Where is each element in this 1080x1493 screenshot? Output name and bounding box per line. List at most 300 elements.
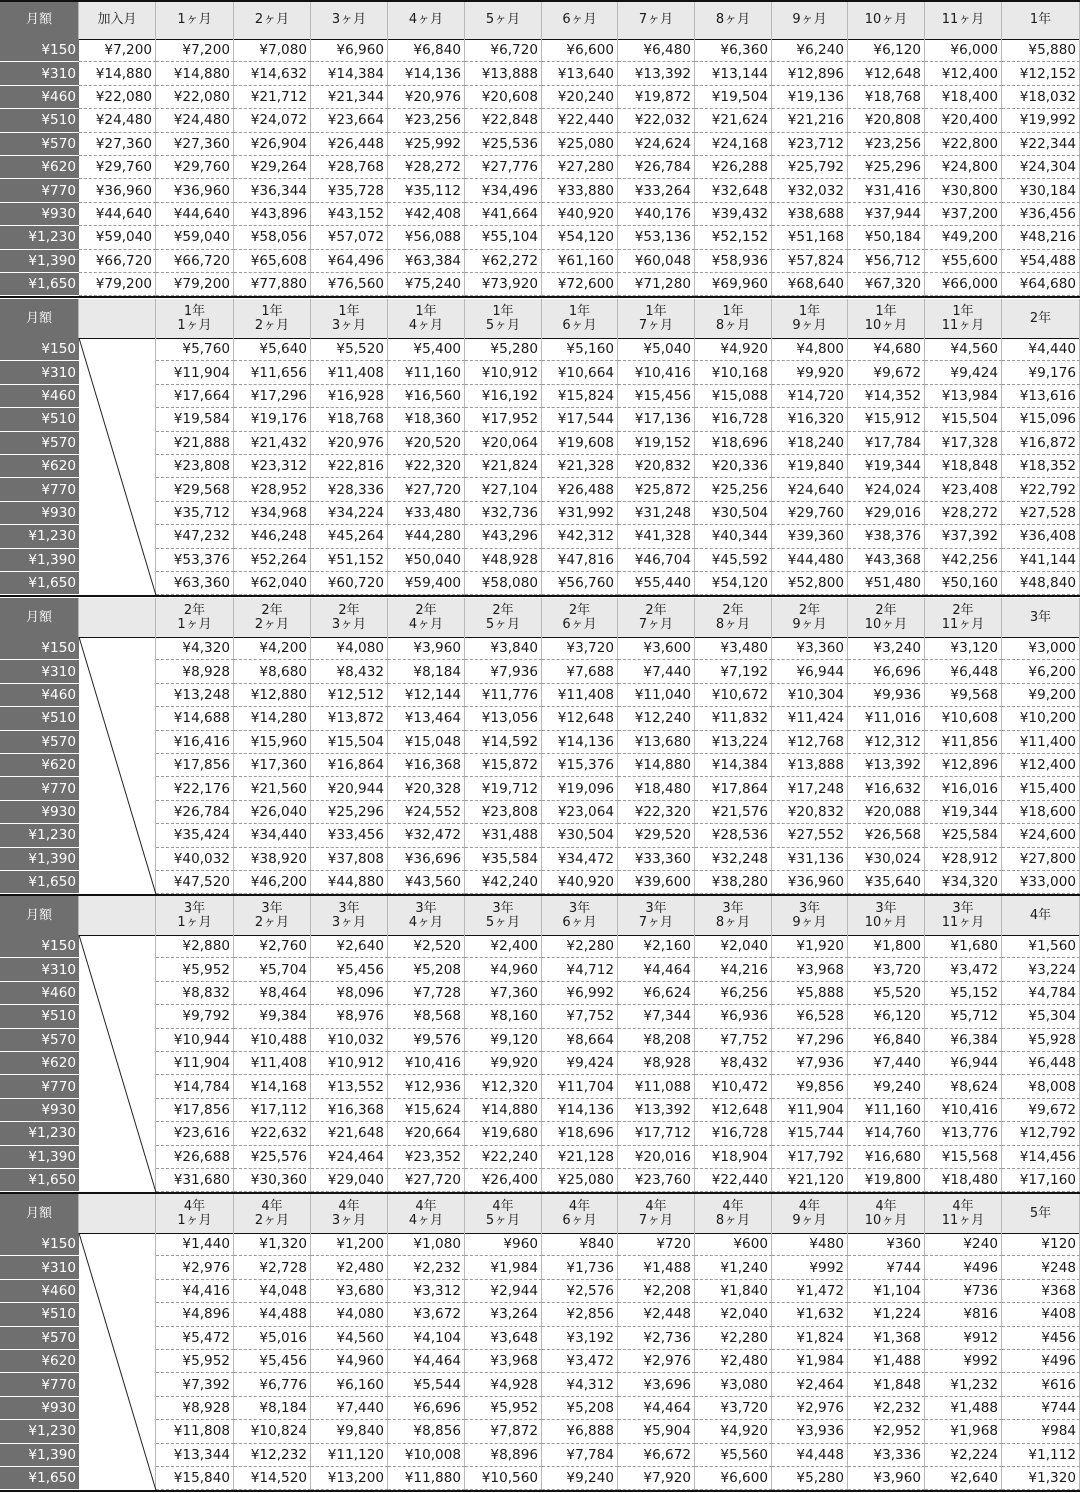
price-cell: ¥44,280 bbox=[388, 525, 465, 548]
price-cell: ¥16,560 bbox=[388, 385, 465, 408]
table-row bbox=[0, 1075, 1080, 1098]
price-cell: ¥43,152 bbox=[311, 203, 388, 226]
column-header-line: 2年 bbox=[875, 602, 897, 618]
price-cell: ¥71,280 bbox=[618, 273, 695, 296]
column-header-line: 4年 bbox=[1029, 907, 1052, 923]
price-cell: ¥41,328 bbox=[618, 525, 695, 548]
price-cell: ¥19,344 bbox=[848, 455, 925, 478]
price-cell: ¥6,944 bbox=[772, 660, 848, 683]
price-cell: ¥25,080 bbox=[542, 133, 618, 156]
table-row bbox=[0, 273, 1080, 296]
row-label: ¥510 bbox=[0, 1005, 79, 1028]
price-cell: ¥11,776 bbox=[465, 684, 542, 707]
table-row bbox=[0, 777, 1080, 800]
price-cell: ¥17,856 bbox=[156, 1099, 234, 1122]
price-cell: ¥5,160 bbox=[542, 338, 618, 361]
row-label: ¥930 bbox=[0, 1397, 79, 1420]
table-row bbox=[0, 62, 1080, 85]
column-header bbox=[695, 896, 772, 935]
price-cell: ¥16,864 bbox=[311, 754, 388, 777]
price-cell: ¥11,904 bbox=[156, 361, 234, 384]
table-row bbox=[0, 801, 1080, 824]
column-header-line: 2年 bbox=[568, 602, 591, 618]
column-header-line: 3年 bbox=[952, 900, 974, 916]
row-label: ¥310 bbox=[0, 1256, 79, 1279]
price-cell: ¥37,392 bbox=[925, 525, 1002, 548]
price-cell: ¥29,760 bbox=[772, 502, 848, 525]
price-cell: ¥8,624 bbox=[925, 1075, 1002, 1098]
price-cell: ¥9,936 bbox=[848, 684, 925, 707]
row-label: ¥1,390 bbox=[0, 1146, 79, 1169]
price-cell: ¥24,480 bbox=[156, 109, 234, 132]
price-cell: ¥18,600 bbox=[1002, 801, 1080, 824]
table-top-border bbox=[0, 0, 1080, 2]
price-cell: ¥9,424 bbox=[925, 361, 1002, 384]
table-row bbox=[0, 871, 1080, 894]
table-row bbox=[0, 754, 1080, 777]
price-cell: ¥4,312 bbox=[542, 1373, 618, 1396]
price-cell: ¥15,376 bbox=[542, 754, 618, 777]
price-cell: ¥11,120 bbox=[311, 1444, 388, 1467]
column-header-line: 5ヶ月 bbox=[485, 914, 521, 930]
price-cell: ¥6,720 bbox=[465, 39, 542, 62]
price-cell: ¥54,488 bbox=[1002, 250, 1080, 273]
price-cell: ¥21,712 bbox=[234, 86, 311, 109]
price-cell: ¥11,160 bbox=[388, 361, 465, 384]
price-cell: ¥32,032 bbox=[772, 179, 848, 202]
price-cell: ¥20,832 bbox=[772, 801, 848, 824]
price-cell: ¥43,560 bbox=[388, 871, 465, 894]
price-cell: ¥3,480 bbox=[695, 637, 772, 660]
price-cell: ¥14,760 bbox=[848, 1122, 925, 1145]
price-cell: ¥4,416 bbox=[156, 1280, 234, 1303]
price-cell: ¥4,464 bbox=[618, 1397, 695, 1420]
price-cell: ¥12,400 bbox=[1002, 754, 1080, 777]
price-cell: ¥5,760 bbox=[156, 338, 234, 361]
column-header bbox=[848, 598, 925, 637]
price-cell: ¥13,888 bbox=[772, 754, 848, 777]
price-cell: ¥45,592 bbox=[695, 549, 772, 572]
price-cell: ¥40,920 bbox=[542, 871, 618, 894]
price-cell: ¥20,088 bbox=[848, 801, 925, 824]
column-header bbox=[848, 299, 925, 338]
table-row bbox=[0, 361, 1080, 384]
price-cell: ¥7,360 bbox=[465, 982, 542, 1005]
price-cell: ¥26,688 bbox=[156, 1146, 234, 1169]
price-cell: ¥8,184 bbox=[388, 660, 465, 683]
column-header bbox=[156, 896, 234, 935]
table-row bbox=[0, 432, 1080, 455]
price-cell: ¥10,008 bbox=[388, 1444, 465, 1467]
price-cell: ¥4,960 bbox=[465, 958, 542, 981]
column-header-line: 1年 bbox=[798, 303, 821, 319]
price-cell: ¥6,696 bbox=[848, 660, 925, 683]
price-cell: ¥24,168 bbox=[695, 133, 772, 156]
price-cell: ¥368 bbox=[1002, 1280, 1080, 1303]
table-row bbox=[0, 1029, 1080, 1052]
price-cell: ¥3,968 bbox=[772, 958, 848, 981]
price-cell: ¥816 bbox=[925, 1303, 1002, 1326]
price-cell: ¥4,104 bbox=[388, 1327, 465, 1350]
column-header bbox=[79, 1194, 156, 1233]
price-cell: ¥3,224 bbox=[1002, 958, 1080, 981]
price-cell: ¥18,360 bbox=[388, 408, 465, 431]
price-cell: ¥6,528 bbox=[772, 1005, 848, 1028]
row-label: ¥770 bbox=[0, 1373, 79, 1396]
price-cell: ¥10,472 bbox=[695, 1075, 772, 1098]
column-header-line: 9ヶ月 bbox=[792, 914, 827, 930]
column-header-line: 4年 bbox=[261, 1198, 283, 1214]
price-cell: ¥14,136 bbox=[542, 731, 618, 754]
column-header bbox=[79, 0, 156, 39]
price-cell: ¥7,784 bbox=[542, 1444, 618, 1467]
column-header bbox=[234, 896, 311, 935]
price-cell: ¥6,888 bbox=[542, 1420, 618, 1443]
price-cell: ¥55,440 bbox=[618, 572, 695, 595]
price-cell: ¥36,696 bbox=[388, 848, 465, 871]
table-row bbox=[0, 525, 1080, 548]
price-cell: ¥10,944 bbox=[156, 1029, 234, 1052]
price-cell: ¥27,552 bbox=[772, 824, 848, 847]
price-cell: ¥4,080 bbox=[311, 1303, 388, 1326]
price-cell: ¥30,024 bbox=[848, 848, 925, 871]
row-label: ¥770 bbox=[0, 777, 79, 800]
column-header-line: 7ヶ月 bbox=[638, 1212, 674, 1228]
column-header-line: 3年 bbox=[1029, 609, 1052, 625]
price-cell: ¥16,928 bbox=[311, 385, 388, 408]
column-header bbox=[925, 896, 1002, 935]
price-cell: ¥17,792 bbox=[772, 1146, 848, 1169]
price-cell: ¥33,456 bbox=[311, 824, 388, 847]
row-label: ¥150 bbox=[0, 39, 79, 62]
price-cell: ¥64,496 bbox=[311, 250, 388, 273]
column-header bbox=[465, 1194, 542, 1233]
price-cell: ¥1,824 bbox=[772, 1327, 848, 1350]
column-header bbox=[311, 896, 388, 935]
price-cell: ¥8,896 bbox=[465, 1444, 542, 1467]
price-cell: ¥5,280 bbox=[465, 338, 542, 361]
price-cell: ¥60,048 bbox=[618, 250, 695, 273]
price-cell: ¥20,064 bbox=[465, 432, 542, 455]
price-cell: ¥12,400 bbox=[925, 62, 1002, 85]
price-cell: ¥24,024 bbox=[848, 478, 925, 501]
table-row bbox=[0, 39, 1080, 62]
price-cell: ¥28,952 bbox=[234, 478, 311, 501]
price-cell: ¥7,872 bbox=[465, 1420, 542, 1443]
price-cell: ¥8,432 bbox=[695, 1052, 772, 1075]
price-cell: ¥26,040 bbox=[234, 801, 311, 824]
price-cell: ¥840 bbox=[542, 1233, 618, 1256]
price-cell: ¥6,992 bbox=[542, 982, 618, 1005]
price-cell: ¥29,264 bbox=[234, 156, 311, 179]
price-cell: ¥3,240 bbox=[848, 637, 925, 660]
price-cell: ¥40,176 bbox=[618, 203, 695, 226]
price-cell: ¥4,800 bbox=[772, 338, 848, 361]
price-cell: ¥11,408 bbox=[234, 1052, 311, 1075]
price-cell: ¥20,808 bbox=[848, 109, 925, 132]
column-header bbox=[695, 598, 772, 637]
price-cell: ¥24,800 bbox=[925, 156, 1002, 179]
price-cell: ¥7,392 bbox=[156, 1373, 234, 1396]
row-label: ¥1,390 bbox=[0, 549, 79, 572]
price-cell: ¥60,720 bbox=[311, 572, 388, 595]
price-cell: ¥1,800 bbox=[848, 935, 925, 958]
price-cell: ¥34,440 bbox=[234, 824, 311, 847]
price-cell: ¥22,032 bbox=[618, 109, 695, 132]
table-row bbox=[0, 935, 1080, 958]
price-cell: ¥3,720 bbox=[542, 637, 618, 660]
price-cell: ¥6,120 bbox=[848, 1005, 925, 1028]
price-cell: ¥12,768 bbox=[772, 731, 848, 754]
price-cell: ¥34,472 bbox=[542, 848, 618, 871]
price-cell: ¥7,936 bbox=[772, 1052, 848, 1075]
price-cell: ¥27,528 bbox=[1002, 502, 1080, 525]
price-cell: ¥7,344 bbox=[618, 1005, 695, 1028]
price-cell: ¥4,680 bbox=[848, 338, 925, 361]
price-cell: ¥6,240 bbox=[772, 39, 848, 62]
price-cell: ¥25,872 bbox=[618, 478, 695, 501]
column-header-line: 5ヶ月 bbox=[485, 616, 521, 632]
price-cell: ¥36,960 bbox=[156, 179, 234, 202]
column-header bbox=[848, 896, 925, 935]
price-cell: ¥38,920 bbox=[234, 848, 311, 871]
price-cell: ¥11,808 bbox=[156, 1420, 234, 1443]
price-cell: ¥10,304 bbox=[772, 684, 848, 707]
column-header-line: 9ヶ月 bbox=[792, 11, 827, 27]
price-cell: ¥40,032 bbox=[156, 848, 234, 871]
row-label: ¥1,650 bbox=[0, 273, 79, 296]
row-label: ¥1,230 bbox=[0, 226, 79, 249]
price-cell: ¥55,104 bbox=[465, 226, 542, 249]
price-cell: ¥18,480 bbox=[925, 1169, 1002, 1192]
price-cell: ¥35,728 bbox=[311, 179, 388, 202]
price-cell: ¥11,656 bbox=[234, 361, 311, 384]
price-cell: ¥52,800 bbox=[772, 572, 848, 595]
price-cell: ¥18,240 bbox=[772, 432, 848, 455]
price-cell: ¥3,968 bbox=[465, 1350, 542, 1373]
diagonal-line bbox=[79, 338, 156, 595]
price-cell: ¥2,400 bbox=[465, 935, 542, 958]
price-cell: ¥6,480 bbox=[618, 39, 695, 62]
price-cell: ¥11,424 bbox=[772, 707, 848, 730]
price-cell: ¥6,624 bbox=[618, 982, 695, 1005]
price-cell: ¥9,840 bbox=[311, 1420, 388, 1443]
column-header bbox=[156, 299, 234, 338]
price-cell: ¥7,752 bbox=[695, 1029, 772, 1052]
price-cell: ¥4,320 bbox=[156, 637, 234, 660]
price-cell: ¥16,368 bbox=[388, 754, 465, 777]
price-cell: ¥23,712 bbox=[772, 133, 848, 156]
column-header-line: 3ヶ月 bbox=[331, 317, 367, 333]
price-cell: ¥17,856 bbox=[156, 754, 234, 777]
price-cell: ¥30,800 bbox=[925, 179, 1002, 202]
column-header bbox=[618, 299, 695, 338]
price-cell: ¥27,360 bbox=[79, 133, 156, 156]
table-row bbox=[0, 133, 1080, 156]
price-cell: ¥11,704 bbox=[542, 1075, 618, 1098]
row-label: ¥1,650 bbox=[0, 572, 79, 595]
price-cell: ¥13,392 bbox=[848, 754, 925, 777]
price-cell: ¥736 bbox=[925, 1280, 1002, 1303]
row-label: ¥1,650 bbox=[0, 1467, 79, 1490]
price-cell: ¥15,624 bbox=[388, 1099, 465, 1122]
price-cell: ¥15,840 bbox=[156, 1467, 234, 1490]
price-cell: ¥7,296 bbox=[772, 1029, 848, 1052]
price-cell: ¥44,640 bbox=[156, 203, 234, 226]
price-cell: ¥7,936 bbox=[465, 660, 542, 683]
column-header bbox=[1002, 0, 1080, 39]
price-cell: ¥29,520 bbox=[618, 824, 695, 847]
price-cell: ¥12,896 bbox=[925, 754, 1002, 777]
column-header bbox=[695, 0, 772, 39]
price-cell: ¥6,448 bbox=[925, 660, 1002, 683]
column-header-line: 10ヶ月 bbox=[864, 914, 908, 930]
price-cell: ¥14,280 bbox=[234, 707, 311, 730]
table-row bbox=[0, 156, 1080, 179]
price-cell: ¥1,736 bbox=[542, 1256, 618, 1279]
price-cell: ¥22,080 bbox=[156, 86, 234, 109]
price-cell: ¥10,416 bbox=[388, 1052, 465, 1075]
column-header bbox=[542, 299, 618, 338]
price-cell: ¥27,720 bbox=[388, 478, 465, 501]
price-cell: ¥19,152 bbox=[618, 432, 695, 455]
column-header-line: 3年 bbox=[338, 900, 360, 916]
price-cell: ¥17,160 bbox=[1002, 1169, 1080, 1192]
column-header-line: 4年 bbox=[722, 1198, 744, 1214]
price-cell: ¥14,136 bbox=[542, 1099, 618, 1122]
price-cell: ¥4,784 bbox=[1002, 982, 1080, 1005]
price-cell: ¥26,568 bbox=[848, 824, 925, 847]
price-cell: ¥48,216 bbox=[1002, 226, 1080, 249]
column-header-line: 1年 bbox=[183, 303, 206, 319]
column-header-line: 4ヶ月 bbox=[408, 1212, 444, 1228]
price-cell: ¥13,392 bbox=[618, 62, 695, 85]
column-header-line: 3年 bbox=[645, 900, 667, 916]
header-row bbox=[0, 299, 1080, 339]
price-cell: ¥9,792 bbox=[156, 1005, 234, 1028]
price-cell: ¥32,648 bbox=[695, 179, 772, 202]
price-cell: ¥17,112 bbox=[234, 1099, 311, 1122]
price-cell: ¥52,152 bbox=[695, 226, 772, 249]
price-cell: ¥5,016 bbox=[234, 1327, 311, 1350]
price-cell: ¥26,400 bbox=[465, 1169, 542, 1192]
price-cell: ¥9,672 bbox=[1002, 1099, 1080, 1122]
price-cell: ¥6,840 bbox=[388, 39, 465, 62]
column-header-line: 10ヶ月 bbox=[864, 317, 908, 333]
price-cell: ¥4,464 bbox=[388, 1350, 465, 1373]
price-cell: ¥52,264 bbox=[234, 549, 311, 572]
price-cell: ¥11,016 bbox=[848, 707, 925, 730]
price-cell: ¥6,600 bbox=[542, 39, 618, 62]
price-cell: ¥36,960 bbox=[772, 871, 848, 894]
price-cell: ¥8,096 bbox=[311, 982, 388, 1005]
header-row bbox=[0, 896, 1080, 936]
column-header-line: 2年 bbox=[798, 602, 821, 618]
price-cell: ¥2,736 bbox=[618, 1327, 695, 1350]
price-cell: ¥16,680 bbox=[848, 1146, 925, 1169]
price-cell: ¥37,944 bbox=[848, 203, 925, 226]
column-header-line: 6ヶ月 bbox=[562, 616, 597, 632]
price-cell: ¥9,240 bbox=[848, 1075, 925, 1098]
price-cell: ¥16,192 bbox=[465, 385, 542, 408]
row-label: ¥150 bbox=[0, 637, 79, 660]
row-label: ¥1,390 bbox=[0, 1444, 79, 1467]
price-cell: ¥59,400 bbox=[388, 572, 465, 595]
price-cell: ¥25,256 bbox=[695, 478, 772, 501]
price-cell: ¥2,976 bbox=[772, 1397, 848, 1420]
price-cell: ¥30,184 bbox=[1002, 179, 1080, 202]
price-cell: ¥30,504 bbox=[695, 502, 772, 525]
price-cell: ¥21,576 bbox=[695, 801, 772, 824]
column-header-line: 2ヶ月 bbox=[254, 11, 290, 27]
price-cell: ¥21,328 bbox=[542, 455, 618, 478]
row-label: ¥570 bbox=[0, 133, 79, 156]
column-header bbox=[311, 0, 388, 39]
row-label: ¥460 bbox=[0, 982, 79, 1005]
price-cell: ¥1,632 bbox=[772, 1303, 848, 1326]
column-header bbox=[618, 1194, 695, 1233]
price-cell: ¥6,120 bbox=[848, 39, 925, 62]
price-cell: ¥46,200 bbox=[234, 871, 311, 894]
price-cell: ¥26,448 bbox=[311, 133, 388, 156]
price-cell: ¥21,888 bbox=[156, 432, 234, 455]
price-cell: ¥15,504 bbox=[925, 408, 1002, 431]
column-header-line: 1年 bbox=[338, 303, 360, 319]
price-cell: ¥8,928 bbox=[156, 660, 234, 683]
price-cell: ¥6,936 bbox=[695, 1005, 772, 1028]
row-label: ¥570 bbox=[0, 432, 79, 455]
price-cell: ¥28,536 bbox=[695, 824, 772, 847]
price-cell: ¥10,560 bbox=[465, 1467, 542, 1490]
price-cell: ¥22,800 bbox=[925, 133, 1002, 156]
price-cell: ¥15,504 bbox=[311, 731, 388, 754]
column-header-line: 6ヶ月 bbox=[562, 1212, 597, 1228]
table-row bbox=[0, 1303, 1080, 1326]
price-cell: ¥11,856 bbox=[925, 731, 1002, 754]
price-cell: ¥496 bbox=[925, 1256, 1002, 1279]
column-header-line: 7ヶ月 bbox=[638, 11, 674, 27]
table-row bbox=[0, 848, 1080, 871]
column-header bbox=[695, 1194, 772, 1233]
column-header bbox=[79, 598, 156, 637]
price-cell: ¥18,032 bbox=[1002, 86, 1080, 109]
row-label: ¥150 bbox=[0, 935, 79, 958]
price-cell: ¥32,248 bbox=[695, 848, 772, 871]
column-header bbox=[156, 598, 234, 637]
row-label: ¥1,390 bbox=[0, 250, 79, 273]
price-cell: ¥68,640 bbox=[772, 273, 848, 296]
price-cell: ¥7,200 bbox=[79, 39, 156, 62]
price-cell: ¥58,056 bbox=[234, 226, 311, 249]
table-row bbox=[0, 86, 1080, 109]
price-cell: ¥31,416 bbox=[848, 179, 925, 202]
price-cell: ¥34,320 bbox=[925, 871, 1002, 894]
price-cell: ¥18,480 bbox=[618, 777, 695, 800]
column-header-line: 1ヶ月 bbox=[177, 914, 212, 930]
price-cell: ¥25,992 bbox=[388, 133, 465, 156]
row-label: ¥460 bbox=[0, 684, 79, 707]
row-label: ¥510 bbox=[0, 707, 79, 730]
price-cell: ¥24,552 bbox=[388, 801, 465, 824]
price-cell: ¥11,400 bbox=[1002, 731, 1080, 754]
column-header-line: 4年 bbox=[645, 1198, 667, 1214]
price-cell: ¥46,704 bbox=[618, 549, 695, 572]
price-cell: ¥19,800 bbox=[848, 1169, 925, 1192]
price-cell: ¥54,120 bbox=[695, 572, 772, 595]
price-cell: ¥12,240 bbox=[618, 707, 695, 730]
row-label: ¥310 bbox=[0, 660, 79, 683]
price-cell: ¥24,072 bbox=[234, 109, 311, 132]
